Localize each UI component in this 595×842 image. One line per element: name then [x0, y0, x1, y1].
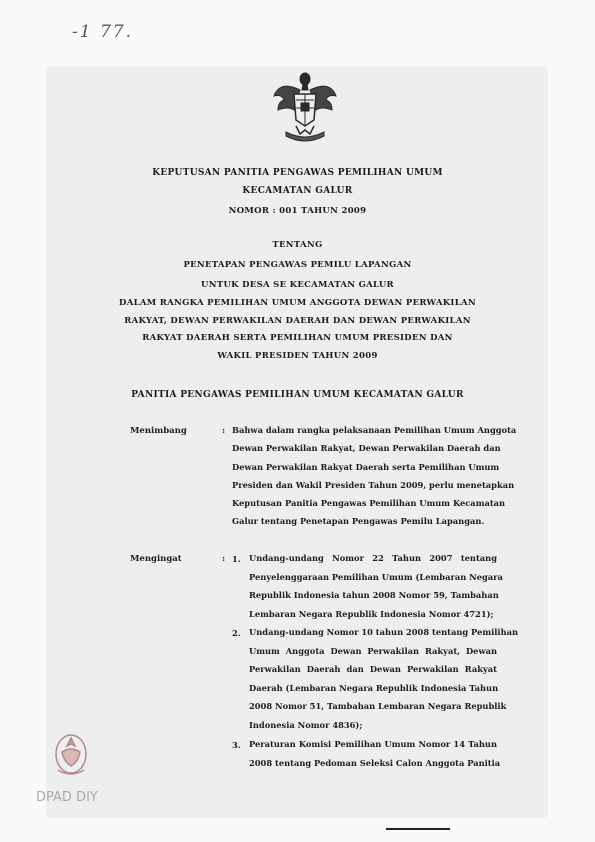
menimbang-line: Bahwa dalam rangka pelaksanaan Pemilihan Umum Anggota: [232, 425, 517, 435]
item-line: Penyelenggaraan Pemilihan Umum (Lembaran Negara: [249, 571, 503, 582]
item-line: Undang-undang Nomor 22 Tahun 2007 tentang: [249, 553, 497, 563]
watermark: DPAD DIY: [36, 790, 98, 805]
item-line: Undang-undang Nomor 10 tahun 2008 tentang Pemilihan: [249, 627, 519, 637]
subject-line: RAKYAT, DEWAN PERWAKILAN DAERAH DAN DEWAN PERWAKILAN: [124, 316, 471, 326]
regional-seal-icon: [50, 730, 92, 778]
subject-line: DALAM RANGKA PEMILIHAN UMUM ANGGOTA DEWAN PERWAKILAN: [119, 298, 476, 308]
handwritten-note: -1 77.: [72, 22, 133, 42]
item-line: Daerah (Lembaran Negara Republik Indonesia Tahun: [249, 682, 499, 693]
menimbang-line: Presiden dan Wakil Presiden Tahun 2009, perlu menetapkan: [232, 479, 515, 490]
item-line: Perwakilan Daerah dan Dewan Perwakilan Rakyat: [249, 664, 497, 674]
item-line: 2008 tentang Pedoman Seleksi Calon Anggota Panitia: [249, 757, 501, 768]
subject-line: UNTUK DESA SE KECAMATAN GALUR: [201, 280, 394, 290]
menimbang-colon: :: [222, 426, 226, 436]
mengingat-item-2: [249, 623, 519, 734]
decree-title-line1: KEPUTUSAN PANITIA PENGAWAS PEMILIHAN UMUM: [152, 168, 443, 178]
mengingat-colon: :: [222, 554, 226, 564]
subject-line: WAKIL PRESIDEN TAHUN 2009: [217, 351, 378, 361]
subject-line: PENETAPAN PENGAWAS PEMILU LAPANGAN: [183, 260, 412, 270]
garuda-emblem-icon: [270, 70, 340, 142]
menimbang-label: Menimbang: [130, 426, 187, 436]
item-line: Indonesia Nomor 4836);: [249, 719, 363, 730]
item-line: 2008 Nomor 51, Tambahan Lembaran Negara Republik: [249, 701, 507, 711]
issuer-heading: PANITIA PENGAWAS PEMILIHAN UMUM KECAMATAN GALUR: [131, 390, 464, 400]
item-number: 3.: [232, 740, 241, 750]
item-line: Lembaran Negara Republik Indonesia Nomor 4721);: [249, 608, 494, 619]
subject-line: RAKYAT DAERAH SERTA PEMILIHAN UMUM PRESIDEN DAN: [142, 333, 453, 343]
mengingat-label: Mengingat: [130, 554, 182, 564]
menimbang-line: Dewan Perwakilan Rakyat, Dewan Perwakilan Daerah dan: [232, 443, 501, 454]
menimbang-line: Keputusan Panitia Pengawas Pemilihan Umum Kecamatan: [232, 498, 506, 509]
decree-number: NOMOR : 001 TAHUN 2009: [228, 206, 367, 216]
menimbang-line: Dewan Perwakilan Rakyat Daerah serta Pemilihan Umum: [232, 461, 500, 472]
item-number: 2.: [232, 628, 241, 638]
page-footer-underline: [386, 828, 450, 830]
decree-title-line2: KECAMATAN GALUR: [242, 186, 353, 196]
tentang-heading: TENTANG: [272, 240, 323, 250]
mengingat-item-3: [249, 735, 501, 772]
item-number: 1.: [232, 554, 241, 564]
mengingat-item-1: [249, 549, 503, 623]
item-line: Republik Indonesia tahun 2008 Nomor 59, Tambahan: [249, 590, 499, 600]
menimbang-line: Galur tentang Penetapan Pengawas Pemilu Lapangan.: [232, 516, 485, 527]
item-line: Peraturan Komisi Pemilihan Umum Nomor 14 Tahun: [249, 739, 497, 749]
menimbang-paragraph: [232, 421, 517, 531]
item-line: Umum Anggota Dewan Perwakilan Rakyat, Dewan: [249, 645, 497, 656]
